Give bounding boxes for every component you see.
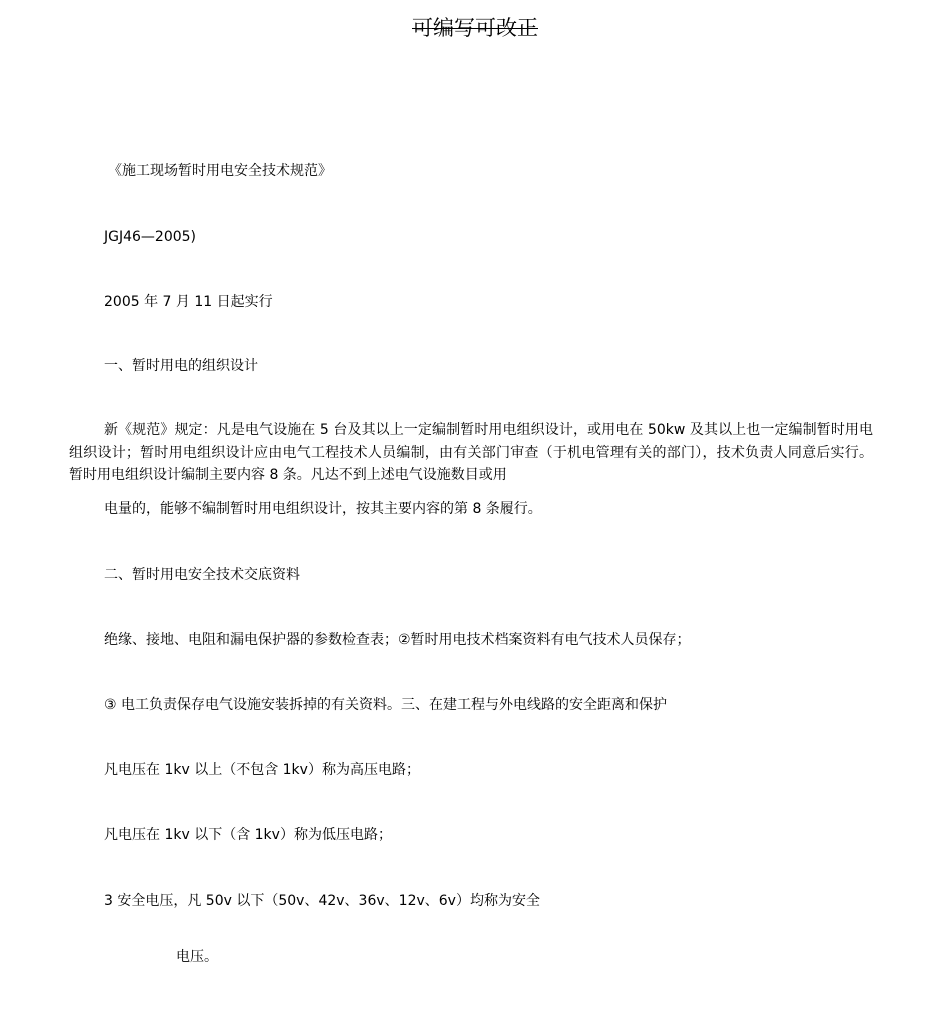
effective-date: 2005 年 7 月 11 日起实行 bbox=[104, 294, 273, 310]
section-2-heading: 二、暂时用电安全技术交底资料 bbox=[104, 567, 300, 583]
page-header-title: 可编写可改正 bbox=[412, 16, 538, 40]
low-voltage-definition: 凡电压在 1kv 以下（含 1kv）称为低压电路； bbox=[104, 827, 392, 843]
document-title: 《施工现场暂时用电安全技术规范》 bbox=[108, 163, 332, 179]
high-voltage-definition: 凡电压在 1kv 以上（不包含 1kv）称为高压电路； bbox=[104, 762, 420, 778]
section-1-paragraph-continuation: 电量的，能够不编制暂时用电组织设计，按其主要内容的第 8 条履行。 bbox=[104, 501, 542, 517]
section-1-paragraph: 新《规范》规定：凡是电气设施在 5 台及其以上一定编制暂时用电组织设计，或用电在 50kw 及其以上也一定编制暂时用电组织设计；暂时用电组织设计应由电气工程技术人员编制，由有关部门审查（于机电管理有关的部门），技术负责人同意后实行。暂时用电组织设计编制主要内容 8 条。凡达不到上述电气设施数目或用 bbox=[69, 422, 873, 483]
safety-voltage-definition: 3 安全电压，凡 50v 以下（50v、42v、36v、12v、6v）均称为安全 bbox=[104, 893, 540, 909]
safety-voltage-continuation: 电压。 bbox=[176, 949, 218, 965]
section-1-heading: 一、暂时用电的组织设计 bbox=[104, 358, 258, 374]
section-2-item-1: 绝缘、接地、电阻和漏电保护器的参数检查表；②暂时用电技术档案资料有电气技术人员保存； bbox=[104, 632, 691, 648]
standard-code: JGJ46—2005) bbox=[104, 229, 197, 245]
section-2-item-3-and-section-3-heading: ③ 电工负责保存电气设施安装拆掉的有关资料。三、在建工程与外电线路的安全距离和保护 bbox=[104, 697, 667, 713]
